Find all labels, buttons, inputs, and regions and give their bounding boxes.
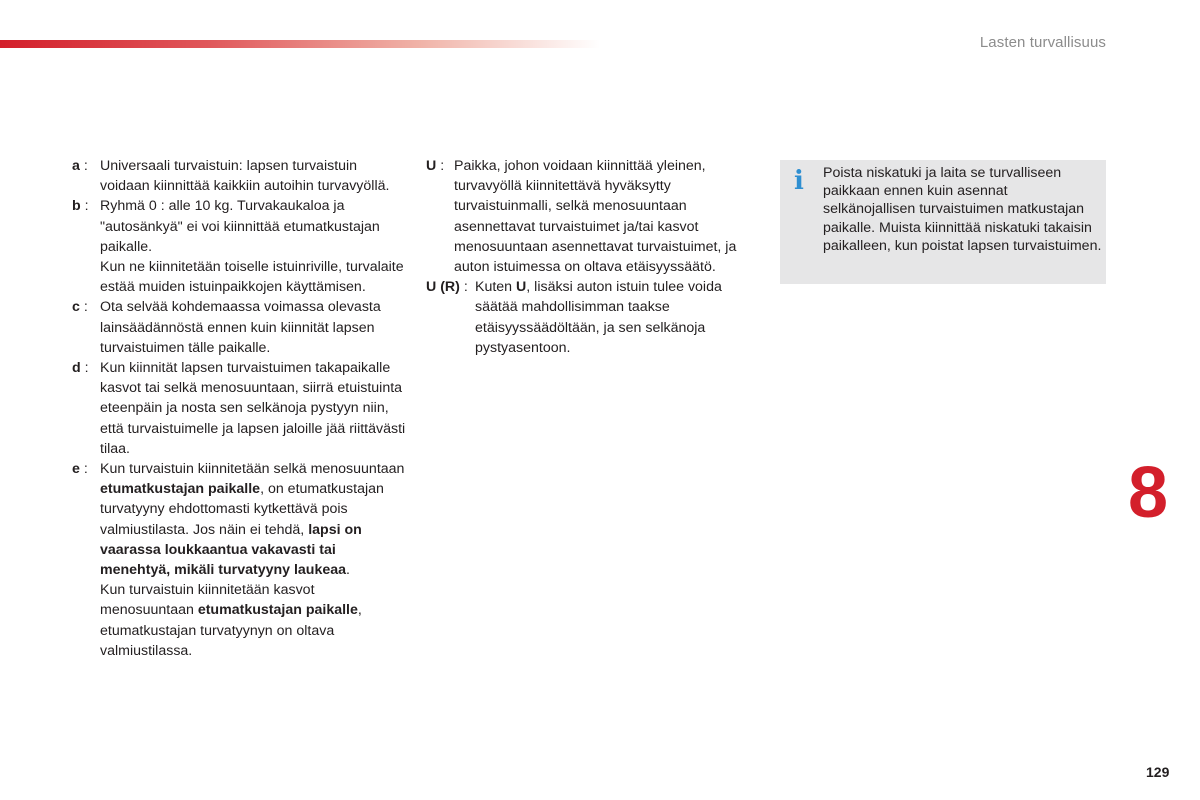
definition-d xyxy=(72,358,408,459)
section-title: Lasten turvallisuus xyxy=(979,34,1106,51)
emphasis-text: etumatkustajan paikalle xyxy=(100,481,261,498)
definition-a xyxy=(72,156,408,196)
warning-emphasis: lapsi on vaarassa loukkaantua vakavasti tai menehtyä, mikäli turvatyyny laukeaa xyxy=(100,521,362,579)
info-note-text: Poista niskatuki ja laita se turvalliseen paikkaan ennen kuin asennat selkänojallisen turvaistuimen matkustajan paikalle. Muista kiinnittää niskatuki takaisin paikalleen, kun poistat lapsen turvaistuimen. xyxy=(823,165,1102,254)
definition-u-r xyxy=(426,277,766,358)
page-number: 129 xyxy=(1146,764,1170,780)
definition-text: Ryhmä 0 : alle 10 kg. Turvakaukaloa ja "autosänkyä" ei voi kiinnittää etumatkustajan paikalle. xyxy=(100,198,380,255)
definition-e xyxy=(72,459,408,661)
definition-key: b : xyxy=(72,198,89,215)
info-note-box xyxy=(780,160,1106,284)
definition-text: Kun kiinnität lapsen turvaistuimen takapaikalle kasvot tai selkä menosuuntaan, siirrä etuistuinta eteenpäin ja nosta sen selkänoja pystyyn niin, että turvaistuimelle ja lapsen jaloille jää riittävästi tilaa. xyxy=(100,360,406,457)
definition-key: d : xyxy=(72,360,89,377)
definition-key: c : xyxy=(72,299,88,316)
emphasis-text: U xyxy=(516,279,527,296)
definition-key: U : xyxy=(426,158,445,174)
definition-key: a : xyxy=(72,158,88,174)
definition-u xyxy=(426,156,766,277)
definition-key: U (R) : xyxy=(426,279,468,296)
definition-text: Kun turvaistuin kiinnitetään selkä menosuuntaan etumatkustajan paikalle, on etumatkustajan turvatyyny ehdottomasti kytkettävä pois valmiustilasta. Jos näin ei tehdä, lapsi on vaarassa loukkaantua vakavasti tai menehtyä, mikäli turvatyyny laukeaa. xyxy=(100,461,405,579)
definition-b xyxy=(72,196,408,297)
definition-text: Kun ne kiinnitetään toiselle istuinriville, turvalaite estää muiden istuinpaikkojen käyttämisen. xyxy=(100,259,404,296)
header-accent-bar xyxy=(0,40,600,48)
info-icon: i xyxy=(794,166,804,196)
definition-text: Kun turvaistuin kiinnitetään kasvot menosuuntaan etumatkustajan paikalle, etumatkustajan turvatyynyn on oltava valmiustilassa. xyxy=(100,582,362,659)
emphasis-text: etumatkustajan paikalle xyxy=(197,602,358,619)
definition-c xyxy=(72,297,408,358)
definition-text: Universaali turvaistuin: lapsen turvaistuin voidaan kiinnittää kaikkiin autoihin turvavyöllä. xyxy=(100,158,390,195)
chapter-number: 8 xyxy=(1128,453,1169,533)
definition-text: Ota selvää kohdemaassa voimassa olevasta lainsäädännöstä ennen kuin kiinnität lapsen turvaistuimen tälle paikalle. xyxy=(100,299,381,356)
definition-text: Kuten U, lisäksi auton istuin tulee voida säätää mahdollisimman taakse etäisyyssäädöltään, ja sen selkänoja pystyasentoon. xyxy=(475,279,722,356)
left-column xyxy=(72,156,408,661)
definition-key: e : xyxy=(72,461,88,478)
definition-text: Paikka, johon voidaan kiinnittää yleinen, turvavyöllä kiinnitettävä hyväksytty turvaistuinmalli, selkä menosuuntaan asennettavat turvaistuimet ja/tai kasvot menosuuntaan asennettavat turvaistuimet, ja auton istuimessa on oltava etäisyyssäätö. xyxy=(454,158,737,276)
middle-column xyxy=(426,156,766,358)
